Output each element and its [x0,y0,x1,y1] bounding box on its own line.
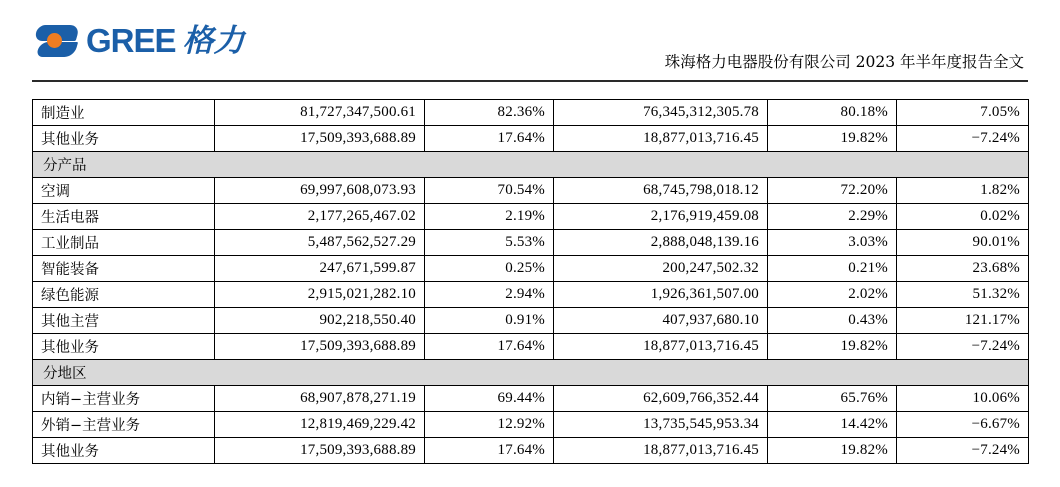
row-value: 12,819,469,229.42 [215,412,425,438]
row-value: 70.54% [425,178,554,204]
row-label: 其他主营 [33,308,215,334]
row-value: 12.92% [425,412,554,438]
financial-table-container [32,99,1028,464]
row-value: 17,509,393,688.89 [215,438,425,464]
row-value: 10.06% [897,386,1029,412]
table-section-label: 分产品 [33,152,1029,178]
row-value: 19.82% [768,126,897,152]
row-value: 3.03% [768,230,897,256]
row-value: 0.91% [425,308,554,334]
row-value: 1,926,361,507.00 [554,282,768,308]
row-value: 51.32% [897,282,1029,308]
row-value: −7.24% [897,438,1029,464]
row-value: 69.44% [425,386,554,412]
row-value: 2.02% [768,282,897,308]
row-value: 90.01% [897,230,1029,256]
row-value: 17.64% [425,126,554,152]
row-label: 外销−主营业务 [33,412,215,438]
row-value: 5.53% [425,230,554,256]
row-value: 0.43% [768,308,897,334]
table-section-label: 分地区 [33,360,1029,386]
row-label: 生活电器 [33,204,215,230]
row-value: 5,487,562,527.29 [215,230,425,256]
row-value: 18,877,013,716.45 [554,438,768,464]
row-value: 82.36% [425,100,554,126]
row-label: 其他业务 [33,126,215,152]
row-value: 68,745,798,018.12 [554,178,768,204]
row-label: 其他业务 [33,438,215,464]
header-divider [32,80,1028,82]
gree-logo-mark-icon [36,22,80,60]
row-value: 902,218,550.40 [215,308,425,334]
row-value: 0.21% [768,256,897,282]
row-value: 2,176,919,459.08 [554,204,768,230]
row-label: 其他业务 [33,334,215,360]
row-value: 2.29% [768,204,897,230]
row-value: 14.42% [768,412,897,438]
row-value: 2.94% [425,282,554,308]
financial-table [32,99,1029,464]
row-value: 76,345,312,305.78 [554,100,768,126]
row-value: −7.24% [897,126,1029,152]
logo-wordmark-cn: 格力 [182,23,245,59]
table-row [33,230,1029,256]
row-value: 0.02% [897,204,1029,230]
financial-table-body [33,100,1029,464]
row-value: 2,915,021,282.10 [215,282,425,308]
row-value: 407,937,680.10 [554,308,768,334]
row-value: 19.82% [768,334,897,360]
table-row [33,282,1029,308]
row-value: 121.17% [897,308,1029,334]
row-value: 1.82% [897,178,1029,204]
row-label: 空调 [33,178,215,204]
logo-dot [47,33,62,48]
row-value: 2,888,048,139.16 [554,230,768,256]
table-row [33,126,1029,152]
row-value: 18,877,013,716.45 [554,126,768,152]
row-label: 内销−主营业务 [33,386,215,412]
table-row [33,334,1029,360]
table-row [33,438,1029,464]
row-value: 81,727,347,500.61 [215,100,425,126]
row-value: 0.25% [425,256,554,282]
row-value: 17,509,393,688.89 [215,126,425,152]
table-section-row [33,360,1029,386]
row-value: 2,177,265,467.02 [215,204,425,230]
row-label: 智能装备 [33,256,215,282]
table-row [33,256,1029,282]
row-label: 工业制品 [33,230,215,256]
table-section-row [33,152,1029,178]
document-header [0,0,1060,86]
row-value: 69,997,608,073.93 [215,178,425,204]
table-row [33,204,1029,230]
row-value: 19.82% [768,438,897,464]
table-row [33,178,1029,204]
row-value: 17.64% [425,438,554,464]
row-value: 13,735,545,953.34 [554,412,768,438]
report-title: 珠海格力电器股份有限公司 2023 年半年度报告全文 [664,53,1024,71]
table-row [33,412,1029,438]
row-label: 绿色能源 [33,282,215,308]
row-value: 18,877,013,716.45 [554,334,768,360]
row-value: 2.19% [425,204,554,230]
row-value: 23.68% [897,256,1029,282]
row-value: 17.64% [425,334,554,360]
row-value: 62,609,766,352.44 [554,386,768,412]
row-value: −7.24% [897,334,1029,360]
row-value: 17,509,393,688.89 [215,334,425,360]
gree-logo [36,18,245,64]
row-value: −6.67% [897,412,1029,438]
row-value: 65.76% [768,386,897,412]
logo-wordmark: GREE [86,22,176,59]
table-row [33,386,1029,412]
row-value: 80.18% [768,100,897,126]
row-value: 7.05% [897,100,1029,126]
row-value: 72.20% [768,178,897,204]
table-row [33,308,1029,334]
row-value: 247,671,599.87 [215,256,425,282]
table-row [33,100,1029,126]
row-label: 制造业 [33,100,215,126]
row-value: 68,907,878,271.19 [215,386,425,412]
row-value: 200,247,502.32 [554,256,768,282]
